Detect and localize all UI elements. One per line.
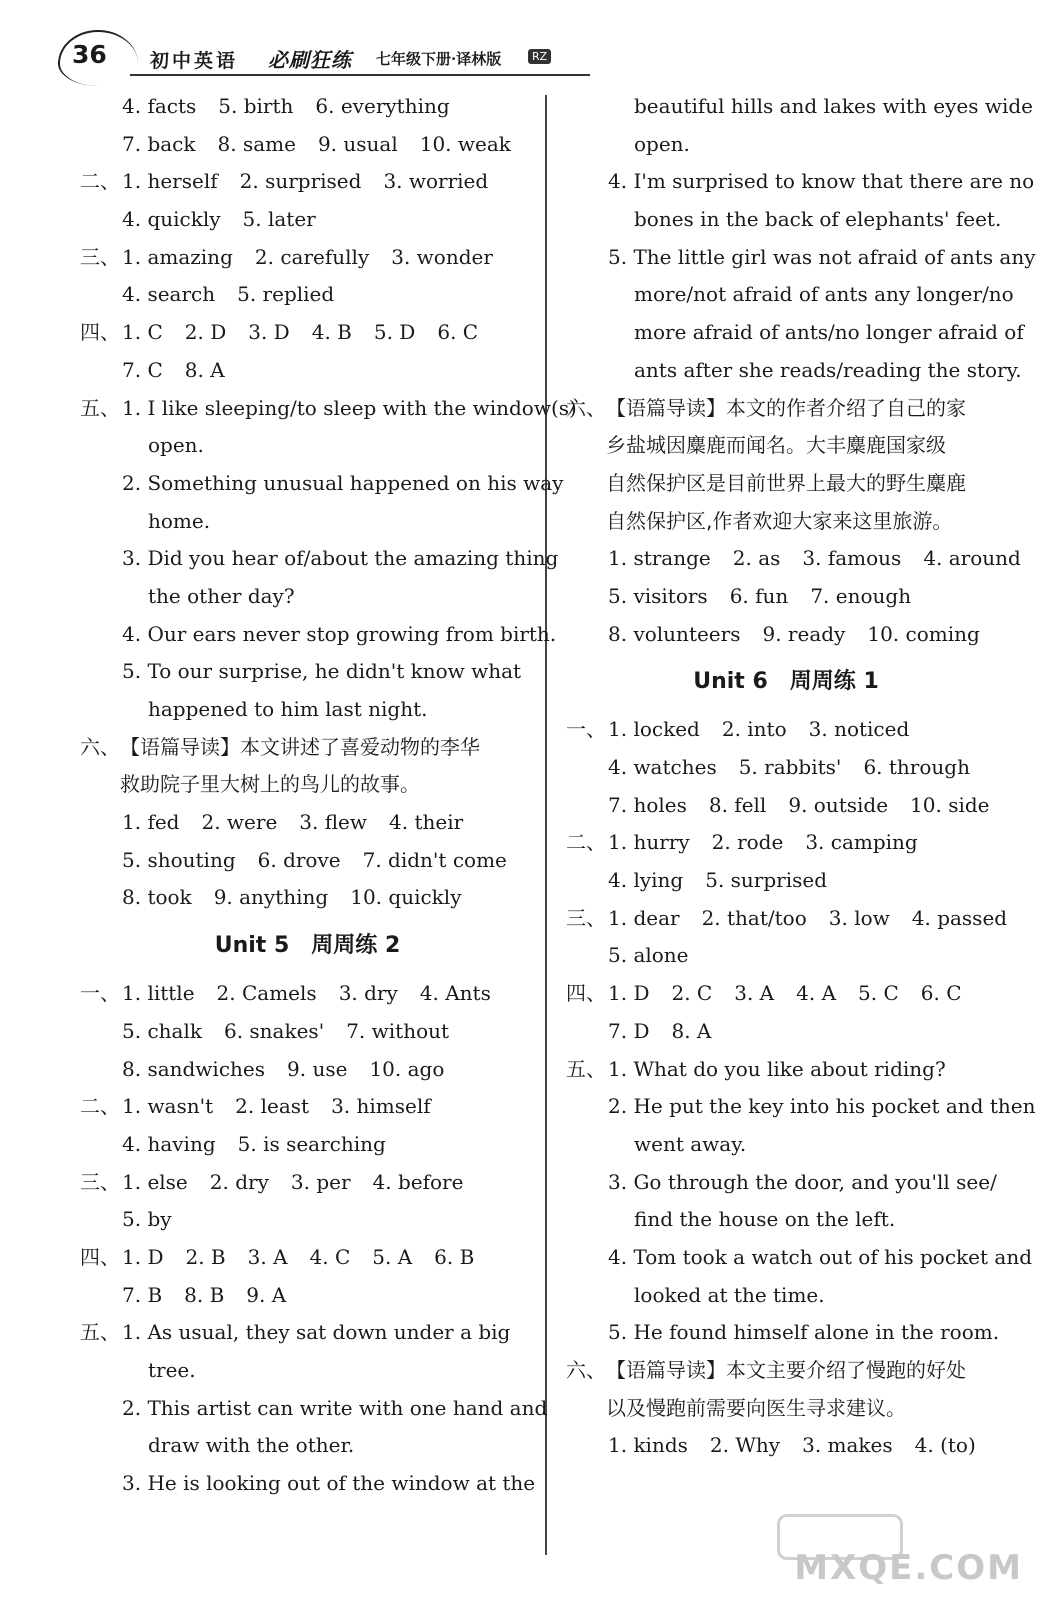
answer-line	[566, 900, 1006, 938]
answer-item: 4. I'm surprised to know that there are no	[608, 169, 1035, 194]
answer-item: 1. wasn't	[122, 1094, 214, 1119]
answer-line	[80, 126, 535, 164]
answer-item: 5. shouting	[122, 847, 236, 872]
answer-line	[566, 749, 1006, 787]
answer-line	[566, 163, 1035, 201]
answer-item: 9. usual	[317, 131, 398, 156]
answer-line	[80, 729, 535, 767]
answer-item: 5. later	[242, 207, 316, 232]
answer-continuation: draw with the other.	[148, 1433, 355, 1458]
answer-line	[80, 616, 557, 654]
answer-item: 6. C	[437, 320, 479, 345]
answer-item: 7. holes	[608, 792, 687, 817]
answer-item: 2. He put the key into his pocket and then	[608, 1094, 1036, 1119]
answer-item: 2. as	[732, 546, 781, 571]
answer-line	[566, 1201, 1006, 1239]
section-number: 六、	[80, 734, 120, 759]
answer-line	[80, 163, 535, 201]
answer-line	[566, 314, 1024, 352]
answer-item: 8. took	[122, 885, 192, 910]
header-rule	[130, 74, 590, 76]
answer-line	[566, 126, 1006, 164]
answer-item: 1. dear	[608, 905, 680, 930]
reading-guide-continuation: 自然保护区是目前世界上最大的野生麋鹿	[606, 470, 966, 495]
answer-item: 6. fun	[729, 583, 789, 608]
answer-line	[80, 1164, 535, 1202]
answer-line	[566, 239, 1036, 277]
unit-heading: Unit 6 周周练 1	[693, 669, 879, 695]
answer-item: 5. visitors	[608, 583, 708, 608]
answer-line	[566, 578, 1006, 616]
answer-item: 2. Camels	[216, 981, 317, 1006]
answer-item: 10. ago	[369, 1056, 445, 1081]
answer-item: 5. He found himself alone in the room.	[608, 1320, 1000, 1345]
answer-item: 2. surprised	[239, 169, 362, 194]
answer-line	[566, 1013, 1006, 1051]
section-number: 五、	[80, 1320, 120, 1345]
section-number: 五、	[566, 1056, 606, 1081]
answer-item: 5. by	[122, 1207, 172, 1232]
unit-heading: Unit 5 周周练 2	[214, 933, 401, 959]
edition-badge: RZ	[528, 49, 551, 64]
page-header	[0, 0, 1053, 90]
answer-line	[566, 937, 1006, 975]
answer-item: 7. D	[608, 1018, 650, 1043]
answer-item: 1. amazing	[122, 244, 233, 269]
answer-line	[80, 1088, 535, 1126]
answer-item: 4. lying	[608, 868, 684, 893]
answer-item: 2. This artist can write with one hand and	[122, 1395, 548, 1420]
answer-item: 1. D	[608, 981, 650, 1006]
answer-item: 1. little	[122, 981, 195, 1006]
answer-item: 6. snakes'	[223, 1018, 325, 1043]
answer-line	[80, 503, 535, 541]
answer-line	[80, 691, 535, 729]
answer-item: 5. To our surprise, he didn't know what	[122, 659, 522, 684]
reading-guide: 【语篇导读】本文主要介绍了慢跑的好处	[606, 1358, 966, 1382]
answer-item: 7. without	[346, 1018, 450, 1043]
answer-item: 4. before	[372, 1169, 464, 1194]
answer-item: 5. is searching	[237, 1131, 386, 1156]
answer-line	[566, 824, 1006, 862]
section-number: 四、	[80, 320, 120, 345]
answer-line	[80, 1277, 535, 1315]
answer-item: 3. famous	[802, 546, 902, 571]
answer-item: 4. around	[923, 546, 1021, 571]
section-number: 二、	[80, 1094, 120, 1119]
reading-guide-continuation: 救助院子里大树上的鸟儿的故事。	[120, 772, 420, 797]
answer-item: 4. having	[122, 1131, 216, 1156]
answer-item: 6. through	[863, 755, 970, 779]
answer-item: 8. fell	[708, 792, 767, 817]
section-number: 一、	[566, 717, 606, 742]
answer-line	[566, 975, 1006, 1013]
answer-item: 6. everything	[315, 94, 450, 118]
answer-line	[566, 711, 1006, 749]
page-number: 36	[72, 40, 107, 69]
answer-item: 5. replied	[237, 282, 335, 307]
answer-item: 4. Ants	[419, 981, 491, 1006]
answer-continuation: bones in the back of elephants' feet.	[634, 207, 1002, 232]
answer-line	[80, 804, 535, 842]
answer-item: 3. himself	[331, 1094, 431, 1119]
answer-item: 9. use	[287, 1056, 348, 1081]
answer-item: 9. A	[246, 1282, 287, 1307]
answer-item: 6. C	[920, 981, 962, 1006]
answer-item: 1. fed	[122, 810, 180, 835]
answer-line	[80, 1314, 535, 1352]
answer-continuation: home.	[148, 508, 211, 533]
answer-item: 3. per	[290, 1169, 351, 1194]
answer-item: 3. flew	[299, 810, 368, 835]
answer-item: 4. Tom took a watch out of his pocket and	[608, 1244, 1033, 1269]
left-column	[80, 88, 577, 1503]
answer-item: 1. D	[122, 1244, 164, 1269]
answer-continuation: went away.	[634, 1131, 747, 1156]
answer-item: 4. Our ears never stop growing from birth.	[122, 621, 557, 646]
answer-continuation: more/not afraid of ants any longer/no	[634, 282, 1014, 307]
answer-item: 5. C	[858, 981, 899, 1006]
answer-item: 1. locked	[608, 717, 700, 742]
answer-line	[80, 653, 535, 691]
answer-item: 7. enough	[810, 583, 912, 608]
answer-continuation: more afraid of ants/no longer afraid of	[634, 320, 1024, 345]
answer-line	[80, 1201, 535, 1239]
answer-item: 8. volunteers	[608, 621, 741, 646]
book-subject: 初中英语	[150, 50, 239, 72]
answer-line	[80, 427, 535, 465]
answer-item: 5. The little girl was not afraid of ants any	[608, 244, 1036, 269]
answer-line	[566, 616, 1006, 654]
answer-item: 3. worried	[383, 169, 489, 194]
answer-item: 1. C	[122, 320, 163, 345]
answer-item: 10. side	[910, 792, 990, 817]
section-number: 二、	[566, 830, 606, 855]
answer-line	[80, 842, 535, 880]
answer-item: 2. Something unusual happened on his way	[122, 470, 564, 495]
answer-line	[566, 1051, 1006, 1089]
answer-item: 10. weak	[419, 131, 511, 156]
answer-item: 2. were	[201, 810, 278, 835]
answer-item: 2. Why	[709, 1433, 781, 1458]
reading-guide-continuation: 以及慢跑前需要向医生寻求建议。	[606, 1395, 906, 1420]
answer-item: 4. facts	[122, 94, 197, 118]
column-divider	[545, 95, 547, 1555]
answer-item: 7. C	[122, 357, 163, 382]
section-number: 五、	[80, 395, 120, 420]
answer-item: 5. birth	[218, 94, 294, 118]
answer-line	[566, 1390, 1006, 1428]
answer-item: 8. A	[671, 1018, 712, 1043]
answer-item: 4. A	[796, 981, 837, 1006]
watermark: MXQE.COM	[794, 1548, 1023, 1588]
answer-item: 7. B	[122, 1282, 163, 1307]
answer-item: 4. quickly	[122, 207, 221, 232]
answer-item: 2. that/too	[701, 905, 807, 930]
answer-line	[80, 1390, 548, 1428]
section-number: 一、	[80, 981, 120, 1006]
answer-line	[80, 1051, 535, 1089]
answer-line	[566, 88, 1034, 126]
answer-item: 5. D	[373, 320, 416, 345]
answer-item: 2. B	[185, 1244, 226, 1269]
answer-item: 3. camping	[805, 830, 918, 855]
reading-guide-continuation: 自然保护区,作者欢迎大家来这里旅游。	[606, 508, 953, 533]
answer-item: 7. didn't come	[362, 847, 507, 872]
answer-item: 8. sandwiches	[122, 1056, 266, 1081]
answer-item: 9. outside	[788, 792, 889, 817]
book-brand-logo: 必刷狂练	[268, 48, 352, 72]
answer-line	[566, 427, 1006, 465]
answer-item: 2. carefully	[254, 244, 370, 269]
answer-line	[566, 1277, 1006, 1315]
answer-line	[80, 766, 535, 804]
answer-item: 2. C	[671, 981, 713, 1006]
section-number: 四、	[80, 1244, 120, 1269]
answer-line	[566, 540, 1021, 578]
answer-line	[566, 276, 1014, 314]
answer-item: 3. makes	[802, 1433, 893, 1458]
answer-continuation: the other day?	[148, 583, 295, 608]
answer-item: 2. dry	[209, 1169, 269, 1194]
answer-item: 1. else	[122, 1169, 188, 1194]
answer-item: 3. noticed	[808, 717, 910, 742]
answer-line	[80, 201, 535, 239]
answer-line	[566, 862, 1006, 900]
reading-guide-continuation: 乡盐城因麋鹿而闻名。大丰麋鹿国家级	[606, 433, 946, 458]
answer-item: 8. same	[217, 131, 296, 156]
answer-continuation: looked at the time.	[634, 1282, 825, 1307]
answer-line	[80, 578, 535, 616]
answer-continuation: open.	[634, 131, 690, 156]
answer-line	[80, 390, 577, 428]
answer-item: 2. rode	[711, 830, 784, 855]
answer-line	[80, 88, 535, 126]
answer-line	[566, 1126, 1006, 1164]
answer-line	[566, 503, 1006, 541]
reading-guide: 【语篇导读】本文讲述了喜爱动物的李华	[120, 734, 480, 759]
answer-item: 5. surprised	[705, 868, 828, 893]
answer-item: 1. herself	[122, 169, 218, 194]
answer-item: 3. A	[247, 1244, 288, 1269]
answer-line	[80, 540, 559, 578]
answer-line	[80, 314, 535, 352]
answer-item: 3. He is looking out of the window at the	[122, 1471, 536, 1496]
answer-line	[80, 1427, 535, 1465]
answer-item: 3. Did you hear of/about the amazing thing	[122, 546, 559, 571]
answer-line	[80, 975, 535, 1013]
answer-item: 5. rabbits'	[738, 755, 842, 779]
answer-continuation: tree.	[148, 1358, 196, 1382]
answer-item: 3. Go through the door, and you'll see/	[608, 1169, 997, 1194]
answer-line	[566, 1352, 1006, 1390]
answer-line	[80, 1239, 535, 1277]
answer-item: 1. I like sleeping/to sleep with the window(s)	[122, 395, 577, 420]
answer-continuation: find the house on the left.	[634, 1207, 896, 1232]
section-number: 四、	[566, 981, 606, 1006]
answer-item: 6. drove	[257, 847, 341, 872]
answer-item: 9. anything	[213, 885, 329, 910]
answer-item: 8. B	[184, 1282, 225, 1307]
answer-line	[566, 390, 1006, 428]
section-number: 三、	[566, 905, 606, 930]
answer-line	[80, 239, 535, 277]
section-number: 六、	[566, 1358, 606, 1382]
answer-item: 4. their	[389, 810, 464, 835]
answer-item: 1. hurry	[608, 830, 690, 855]
answer-line	[80, 276, 535, 314]
answer-item: 3. wonder	[391, 244, 493, 269]
answer-line	[80, 465, 564, 503]
answer-continuation: open.	[148, 433, 204, 458]
answer-line	[80, 352, 535, 390]
answer-item: 3. D	[248, 320, 290, 345]
section-number: 三、	[80, 1169, 120, 1194]
answer-item: 9. ready	[762, 621, 846, 646]
answer-line	[566, 1427, 1006, 1465]
answer-line	[566, 1314, 1006, 1352]
reading-guide: 【语篇导读】本文的作者介绍了自己的家	[606, 395, 966, 420]
answer-continuation: beautiful hills and lakes with eyes wide	[634, 94, 1034, 118]
answer-item: 1. kinds	[608, 1433, 688, 1458]
answer-line	[80, 1465, 535, 1503]
answer-item: 3. A	[734, 981, 775, 1006]
answer-item: 5. A	[372, 1244, 413, 1269]
answer-item: 1. What do you like about riding?	[608, 1056, 946, 1081]
answer-line	[566, 787, 1006, 825]
answer-item: 4. (to)	[914, 1433, 976, 1458]
answer-item: 4. B	[311, 320, 352, 345]
right-column	[566, 88, 1036, 1465]
book-grade: 七年级下册·译林版	[376, 50, 502, 68]
section-number: 六、	[566, 395, 606, 420]
section-number: 三、	[80, 244, 120, 269]
answer-continuation: ants after she reads/reading the story.	[634, 357, 1022, 382]
section-number: 二、	[80, 169, 120, 194]
answer-item: 8. A	[184, 357, 225, 382]
answer-line	[80, 1126, 535, 1164]
answer-item: 3. dry	[338, 981, 398, 1006]
answer-line	[566, 1164, 1006, 1202]
answer-item: 10. coming	[867, 621, 980, 646]
answer-continuation: happened to him last night.	[148, 697, 428, 721]
answer-item: 2. least	[235, 1094, 310, 1119]
answer-line	[566, 1088, 1036, 1126]
answer-item: 1. As usual, they sat down under a big	[122, 1320, 511, 1345]
answer-item: 2. into	[721, 717, 787, 742]
answer-line	[566, 352, 1022, 390]
answer-item: 10. quickly	[350, 885, 462, 910]
answer-item: 4. search	[122, 282, 216, 307]
answer-item: 4. passed	[911, 905, 1008, 930]
answer-item: 7. back	[122, 131, 196, 156]
answer-line	[566, 1239, 1033, 1277]
answer-item: 4. watches	[608, 755, 717, 779]
answer-item: 3. low	[828, 905, 890, 930]
answer-item: 5. alone	[608, 943, 689, 968]
answer-item: 1. strange	[608, 546, 711, 571]
answer-item: 5. chalk	[122, 1018, 202, 1043]
answer-line	[80, 1013, 535, 1051]
answer-item: 6. B	[434, 1244, 475, 1269]
answer-line	[566, 465, 1006, 503]
answer-line	[80, 879, 535, 917]
answer-line	[80, 1352, 535, 1390]
answer-item: 2. D	[184, 320, 227, 345]
answer-item: 4. C	[309, 1244, 351, 1269]
answer-line	[566, 201, 1006, 239]
